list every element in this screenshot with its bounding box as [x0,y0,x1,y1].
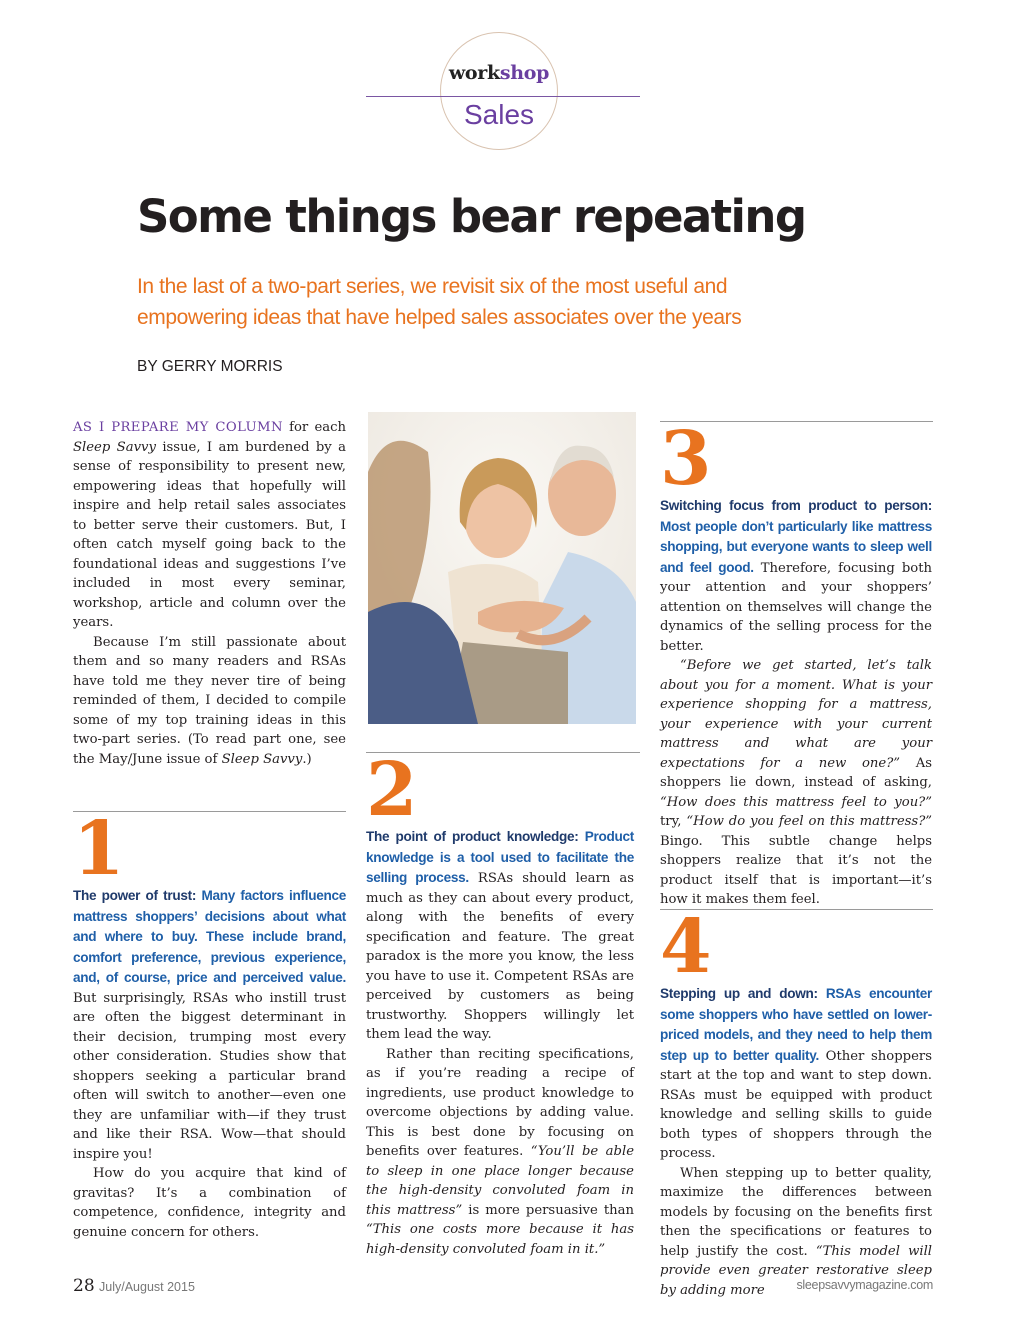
article-deck: In the last of a two-part series, we revisit six of the most useful and empowering ideas that have helped sales associates over the years [137,275,742,329]
department-kicker [440,62,558,84]
section-3-p1: Therefore, focusing both your attention and your shoppers’ attention on themselves will change the dynamics of the selling process for the better. [660,560,932,654]
section-4-p2-a: When stepping up to better quality, maximize the differences between models by focusing on the benefits first then the specifications or features to help justify the cost. [660,1165,932,1259]
intro-p1-a: for each [282,420,346,435]
section-3-quote-2: “How does this mattress feel to you?” [660,794,932,810]
section-1-title: The power of trust: [73,888,197,903]
section-3-title: Switching focus from product to person: [660,498,932,513]
section-number-4: 4 [660,904,712,990]
section-3-p2-a: As shoppers lie down, instead of asking, [660,755,932,790]
page-number: 28 [73,1276,95,1296]
handshake-photo [368,412,636,724]
section-label: Sales [463,99,535,130]
column-2-section-2 [366,827,634,1259]
intro-p1-b: issue, I am burdened by a sense of responsibility to present new, empowering ideas that hopefully will inspire and help retail sales associates to better serve their customers. But, I often catch myself going back to the foundational ideas and suggestions I’ve included in most every seminar, workshop, article and column over the years. [73,439,346,630]
section-4-summary: RSAs encounter some shoppers who have settled on lower-priced models, and they need to help them step up to better quality. [660,986,932,1063]
section-divider [366,96,640,97]
section-4-p1: Other shoppers start at the top and want to step down. RSAs must be equipped with product knowledge and selling skills to guide both types of shoppers through the process. [660,1048,932,1161]
section-3-summary: Most people don’t particularly like mattress shopping, but everyone wants to sleep well and feel good. [660,518,932,575]
section-1-p2: How do you acquire that kind of gravitas? It’s a combination of competence, confidence, integrity and genuine concern for others. [73,1166,346,1240]
section-number-3: 3 [660,416,712,502]
section-2-p1: RSAs should learn as much as they can about every product, along with the benefits of every specification and feature. The great paradox is the more you know, the less you have to use it. Competent RSAs are perceived by customers as being trustworthy. Shoppers willingly let them lead the way. [366,871,635,1042]
column-1-intro [73,418,346,769]
section-badge [440,32,558,150]
section-3-quote-1: “Before we get started, let’s talk about you for a moment. What is your experience shopping for a mattress, your experience with your current mattress and what are your expectations for a new one?” [660,658,932,771]
section-number-2: 2 [366,747,418,833]
issue-date: July/August 2015 [99,1280,195,1294]
magazine-name: Sleep Savvy [221,751,303,767]
section-4-title: Stepping up and down: [660,986,818,1001]
section-3-quote-3: “How do you feel on this mattress?” [686,814,933,829]
column-1-section-1 [73,886,346,1242]
section-2-quote-2: “This one costs more because it has high-density convoluted foam in it.” [366,1222,634,1257]
kicker-part-2: shop [499,62,550,84]
magazine-name: Sleep Savvy [73,439,156,455]
section-1-summary: Many factors influence mattress shoppers’ decisions about what and where to buy. These include brand, comfort preference, previous experience, and, of course, price and perceived value. [73,888,346,985]
section-2-quote-1: “You’ll be able to sleep in one place longer because the high-density convoluted foam in this mattress” [366,1144,635,1218]
section-4-quote-1: “This model will provide even greater restorative sleep by adding more [660,1243,933,1298]
section-2-p2-b: is more persuasive than [462,1202,634,1218]
section-2-summary: Product knowledge is a tool used to facilitate the selling process. [366,829,634,885]
lead-in: AS I PREPARE MY COLUMN [73,420,283,435]
article-headline: Some things bear repeating [137,190,806,243]
article-byline: BY GERRY MORRIS [137,358,283,375]
intro-p2-b: .) [302,751,312,767]
section-1-p1: But surprisingly, RSAs who instill trust are often the biggest determinant in their decision, trumping most every other consideration. Studies show that shoppers seeking a particular brand often will switch to another—even one they are unfamiliar with—if they trust and like their RSA. Wow—that should inspire you! [73,990,346,1162]
section-2-title: The point of product knowledge: [366,829,579,844]
kicker-part-1: work [448,62,500,84]
column-3-section-4 [660,984,932,1300]
section-2-p2-a: Rather than reciting specifications, as if you’re reading a recipe of ingredients, use product knowledge to overcome objections by adding value. This is best done by focusing on benefits over features. [366,1046,634,1159]
section-number-1: 1 [73,806,125,892]
section-3-p2-b: try, [660,814,687,829]
handshake-illustration [368,412,636,724]
intro-p2-a: Because I’m still passionate about them and so many readers and RSAs have told me they never tire of being reminded of them, I decided to compile some of my top training ideas in this two-part series. (To read part one, see the May/June issue of [73,634,346,767]
section-3-p2-c: Bingo. This subtle change helps shoppers realize that it’s not the product itself that is important—it’s how it makes them feel. [660,833,932,907]
website-url: sleepsavvymagazine.com [796,1278,933,1292]
column-3-section-3 [660,496,932,910]
